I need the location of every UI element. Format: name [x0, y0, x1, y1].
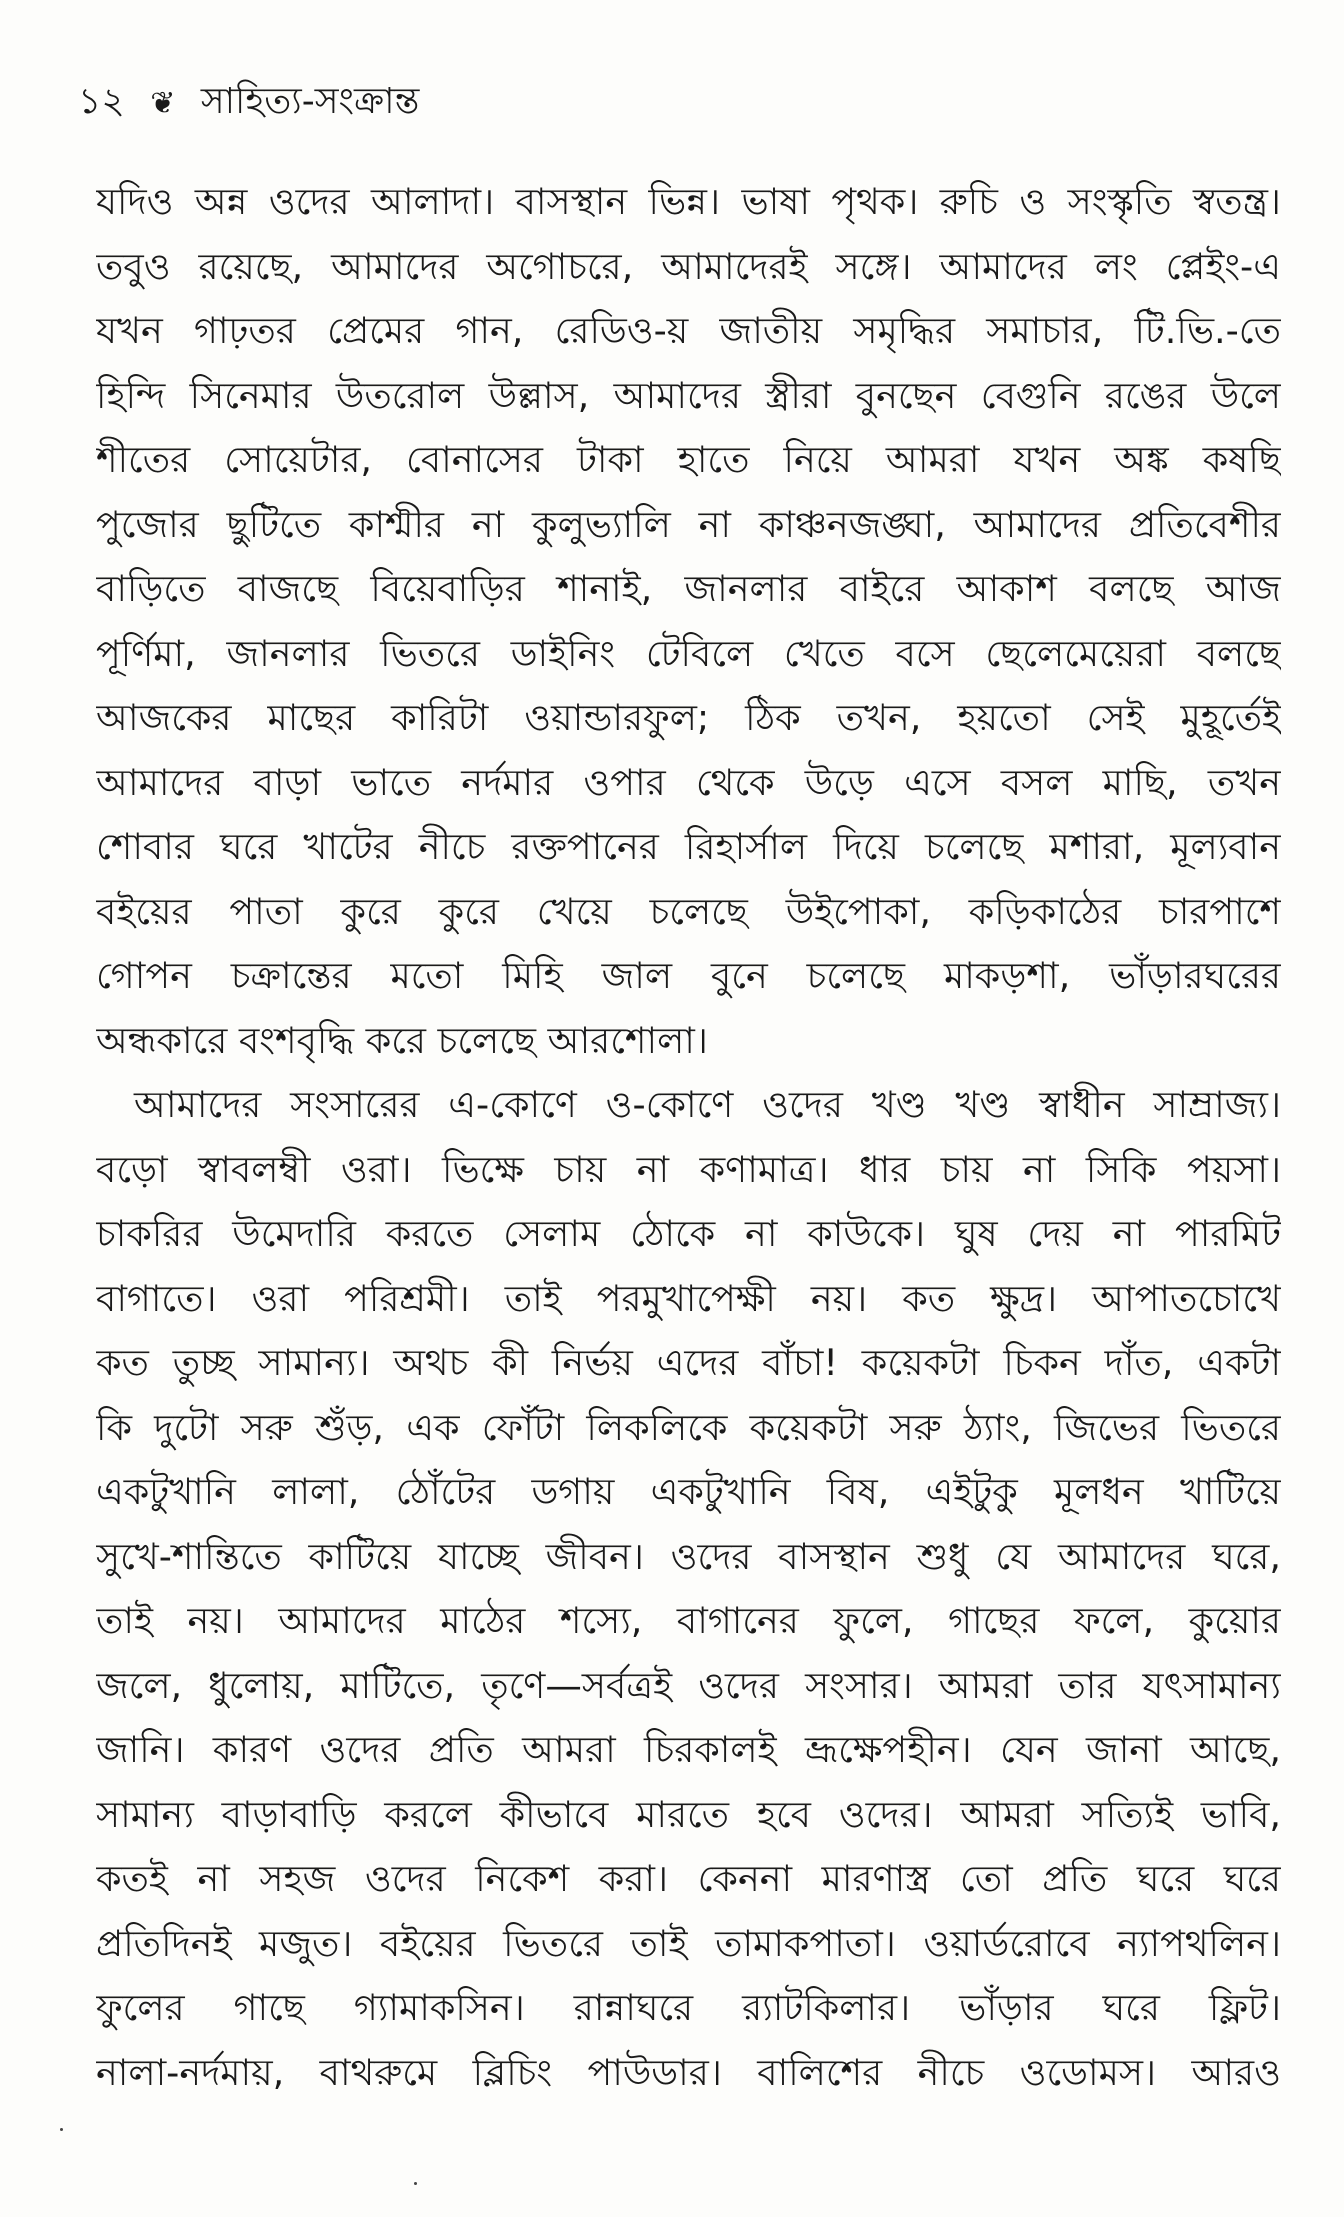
text-line: যদিও অন্ন ওদের আলাদা। বাসস্থান ভিন্ন। ভাষা পৃথক। রুচি ও সংস্কৃতি স্বতন্ত্র। — [96, 180, 1281, 223]
text-line: জানি। কারণ ওদের প্রতি আমরা চিরকালই ভ্রূক্ষেপহীন। যেন জানা আছে, — [96, 1728, 1281, 1771]
text-line: পূর্ণিমা, জানলার ভিতরে ডাইনিং টেবিলে খেতে বসে ছেলেমেয়েরা বলছে — [96, 631, 1281, 675]
text-line: জলে, ধুলোয়, মাটিতে, তৃণে—সর্বত্রই ওদের সংসার। আমরা তার যৎসামান্য — [96, 1663, 1281, 1707]
text-line: প্রতিদিনই মজুত। বইয়ের ভিতরে তাই তামাকপাতা। ওয়ার্ডরোবে ন্যাপথলিন। — [96, 1921, 1281, 1965]
scan-speck — [414, 2182, 417, 2185]
text-line: সুখে-শান্তিতে কাটিয়ে যাচ্ছে জীবন। ওদের বাসস্থান শুধু যে আমাদের ঘরে, — [96, 1534, 1281, 1578]
text-line: গোপন চক্রান্তের মতো মিহি জাল বুনে চলেছে মাকড়শা, ভাঁড়ারঘরের — [96, 954, 1281, 997]
paragraph — [96, 1073, 1281, 2105]
text-line: কত তুচ্ছ সামান্য। অথচ কী নির্ভয় এদের বাঁচা! কয়েকটা চিকন দাঁত, একটা — [96, 1341, 1281, 1384]
text-line: বইয়ের পাতা কুরে কুরে খেয়ে চলেছে উইপোকা, কড়িকাঠের চারপাশে — [96, 889, 1281, 933]
running-title: সাহিত্য-সংক্রান্ত — [200, 81, 420, 122]
text-line: শীতের সোয়েটার, বোনাসের টাকা হাতে নিয়ে আমরা যখন অঙ্ক কষছি — [96, 438, 1281, 481]
paragraph — [96, 170, 1281, 1073]
text-line: সামান্য বাড়াবাড়ি করলে কীভাবে মারতে হবে ওদের। আমরা সত্যিই ভাবি, — [96, 1792, 1281, 1836]
text-line: ফুলের গাছে গ্যামাকসিন। রান্নাঘরে র‍্যাটকিলার। ভাঁড়ার ঘরে ফ্লিট। — [96, 1986, 1281, 2029]
text-line: আজকের মাছের কারিটা ওয়ান্ডারফুল; ঠিক তখন, হয়তো সেই মুহূর্তেই — [96, 696, 1281, 739]
text-line: বাগাতে। ওরা পরিশ্রমী। তাই পরমুখাপেক্ষী নয়। কত ক্ষুদ্র। আপাতচোখে — [96, 1276, 1281, 1320]
text-line: আমাদের বাড়া ভাতে নর্দমার ওপার থেকে উড়ে এসে বসল মাছি, তখন — [96, 760, 1281, 804]
text-line: বড়ো স্বাবলম্বী ওরা। ভিক্ষে চায় না কণামাত্র। ধার চায় না সিকি পয়সা। — [96, 1147, 1281, 1191]
text-line: কতই না সহজ ওদের নিকেশ করা। কেননা মারণাস্ত্র তো প্রতি ঘরে ঘরে — [96, 1857, 1281, 1900]
text-line: কি দুটো সরু শুঁড়, এক ফোঁটা লিকলিকে কয়েকটা সরু ঠ্যাং, জিভের ভিতরে — [96, 1405, 1281, 1449]
page-number: ১২ — [78, 81, 125, 122]
text-line: তাই নয়। আমাদের মাঠের শস্যে, বাগানের ফুলে, গাছের ফলে, কুয়োর — [96, 1599, 1281, 1642]
body-text — [96, 170, 1281, 2105]
text-line: চাকরির উমেদারি করতে সেলাম ঠোকে না কাউকে। ঘুষ দেয় না পারমিট — [96, 1212, 1281, 1255]
text-line: শোবার ঘরে খাটের নীচে রক্তপানের রিহার্সাল দিয়ে চলেছে মশারা, মূল্যবান — [96, 825, 1281, 868]
text-line: আমাদের সংসারের এ-কোণে ও-কোণে ওদের খণ্ড খণ্ড স্বাধীন সাম্রাজ্য। — [134, 1083, 1281, 1126]
scan-speck — [60, 2128, 63, 2131]
text-line: বাড়িতে বাজছে বিয়েবাড়ির শানাই, জানলার বাইরে আকাশ বলছে আজ — [96, 567, 1281, 610]
text-line: যখন গাঢ়তর প্রেমের গান, রেডিও-য় জাতীয় সমৃদ্ধির সমাচার, টি.ভি.-তে — [96, 309, 1281, 352]
text-line: তবুও রয়েছে, আমাদের অগোচরে, আমাদেরই সঙ্গে। আমাদের লং প্লেইং-এ — [96, 244, 1281, 288]
running-head — [78, 78, 419, 128]
text-line: অন্ধকারে বংশবৃদ্ধি করে চলেছে আরশোলা। — [96, 1018, 708, 1062]
text-line: একটুখানি লালা, ঠোঁটের ডগায় একটুখানি বিষ, এইটুকু মূলধন খাটিয়ে — [96, 1470, 1281, 1513]
text-line: হিন্দি সিনেমার উতরোল উল্লাস, আমাদের স্ত্রীরা বুনছেন বেগুনি রঙের উলে — [96, 373, 1281, 417]
text-line: নালা-নর্দমায়, বাথরুমে ব্লিচিং পাউডার। বালিশের নীচে ওডোমস। আরও — [96, 2050, 1281, 2094]
leaf-ornament-icon: ❦ — [150, 86, 176, 121]
text-line: পুজোর ছুটিতে কাশ্মীর না কুলুভ্যালি না কাঞ্চনজঙ্ঘা, আমাদের প্রতিবেশীর — [96, 502, 1281, 546]
